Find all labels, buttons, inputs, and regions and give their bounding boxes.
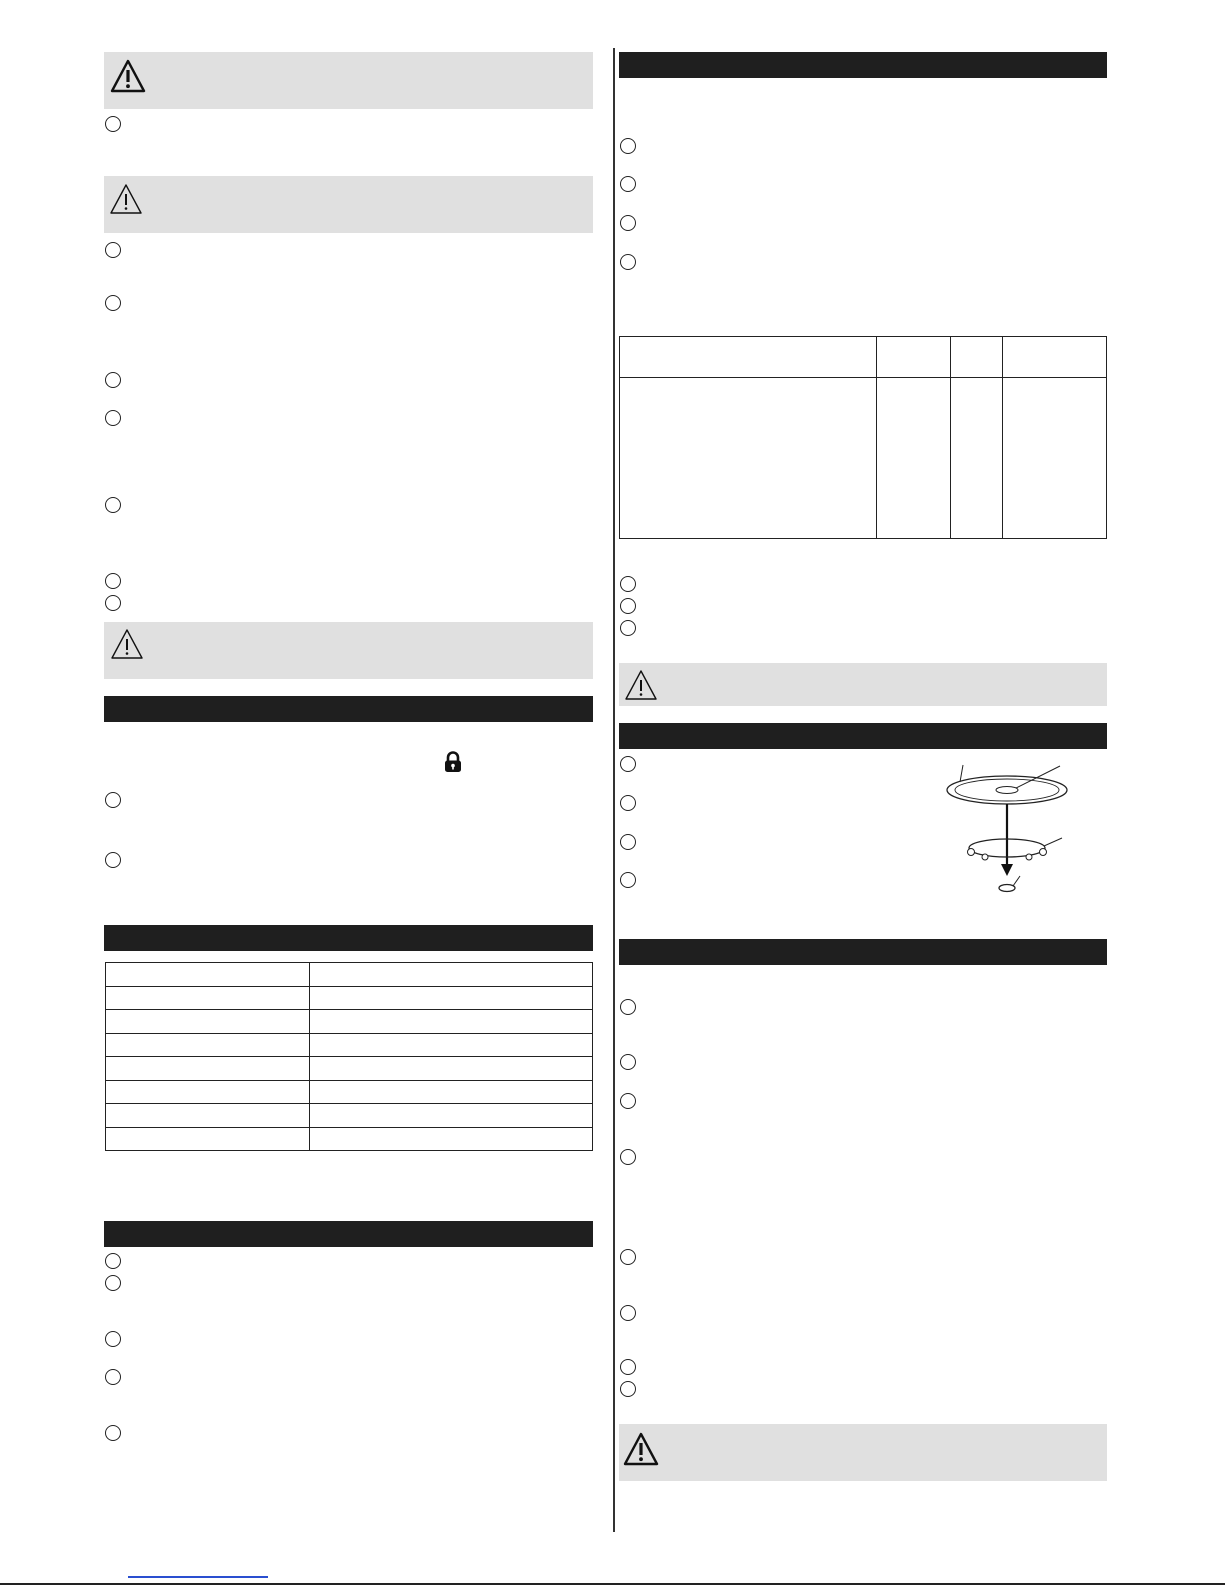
warning-box-2 <box>104 176 593 233</box>
warning-box-1 <box>104 52 593 109</box>
table-cell <box>310 963 593 987</box>
table-cell <box>877 378 951 539</box>
section-header-bar <box>104 696 593 722</box>
list-bullet <box>620 1054 636 1070</box>
list-bullet <box>105 573 121 589</box>
table-cell <box>106 1010 310 1034</box>
list-bullet <box>620 756 636 772</box>
table-cell <box>106 1033 310 1057</box>
list-bullet <box>620 1149 636 1165</box>
table-cell <box>310 1010 593 1034</box>
list-bullet <box>105 295 121 311</box>
list-bullet <box>105 1253 121 1269</box>
list-bullet <box>105 242 121 258</box>
table-cell <box>106 1080 310 1104</box>
list-bullet <box>105 792 121 808</box>
warning-triangle-icon <box>110 59 146 93</box>
table-cell <box>106 1127 310 1151</box>
section-header-bar <box>104 1221 593 1247</box>
list-bullet <box>620 1093 636 1109</box>
table-header-cell <box>1003 337 1107 378</box>
warning-triangle-icon <box>623 668 659 702</box>
table-header-cell <box>877 337 951 378</box>
list-bullet <box>620 834 636 850</box>
section-header-bar <box>104 925 593 951</box>
list-bullet <box>620 795 636 811</box>
list-bullet <box>105 1275 121 1291</box>
warning-triangle-icon <box>108 182 144 216</box>
list-bullet <box>620 1249 636 1265</box>
table-cell <box>310 986 593 1010</box>
warning-triangle-icon <box>623 1432 659 1466</box>
list-bullet <box>620 254 636 270</box>
table-cell <box>106 963 310 987</box>
table-cell <box>310 1080 593 1104</box>
list-bullet <box>105 1331 121 1347</box>
table-cell <box>106 1104 310 1128</box>
table-cell <box>310 1057 593 1081</box>
warning-box-5 <box>619 1424 1107 1481</box>
lock-icon <box>443 751 463 773</box>
table-cell <box>310 1033 593 1057</box>
specification-table <box>105 962 593 1151</box>
cookware-table <box>619 336 1107 539</box>
list-bullet <box>105 497 121 513</box>
list-bullet <box>105 410 121 426</box>
section-header-bar <box>619 52 1107 78</box>
list-bullet <box>105 1369 121 1385</box>
table-cell <box>310 1127 593 1151</box>
list-bullet <box>620 620 636 636</box>
table-cell <box>106 986 310 1010</box>
table-cell <box>106 1057 310 1081</box>
list-bullet <box>620 138 636 154</box>
list-bullet <box>105 372 121 388</box>
table-cell <box>310 1104 593 1128</box>
list-bullet <box>105 116 121 132</box>
table-header-cell <box>620 337 877 378</box>
list-bullet <box>620 872 636 888</box>
list-bullet <box>620 576 636 592</box>
list-bullet <box>620 1381 636 1397</box>
table-cell <box>951 378 1003 539</box>
table-cell <box>1003 378 1107 539</box>
warning-triangle-icon <box>109 627 145 661</box>
list-bullet <box>620 215 636 231</box>
list-bullet <box>620 999 636 1015</box>
table-cell <box>620 378 877 539</box>
list-bullet <box>620 1305 636 1321</box>
footer-link-underline[interactable] <box>128 1576 268 1578</box>
list-bullet <box>620 1359 636 1375</box>
section-header-bar <box>619 939 1107 965</box>
list-bullet <box>105 595 121 611</box>
section-header-bar <box>619 723 1107 749</box>
table-header-cell <box>951 337 1003 378</box>
list-bullet <box>105 1425 121 1441</box>
list-bullet <box>620 598 636 614</box>
list-bullet <box>105 852 121 868</box>
warning-box-3 <box>104 622 593 679</box>
column-divider <box>613 48 615 1532</box>
turntable-diagram <box>940 760 1075 905</box>
list-bullet <box>620 176 636 192</box>
warning-box-4 <box>619 663 1107 706</box>
